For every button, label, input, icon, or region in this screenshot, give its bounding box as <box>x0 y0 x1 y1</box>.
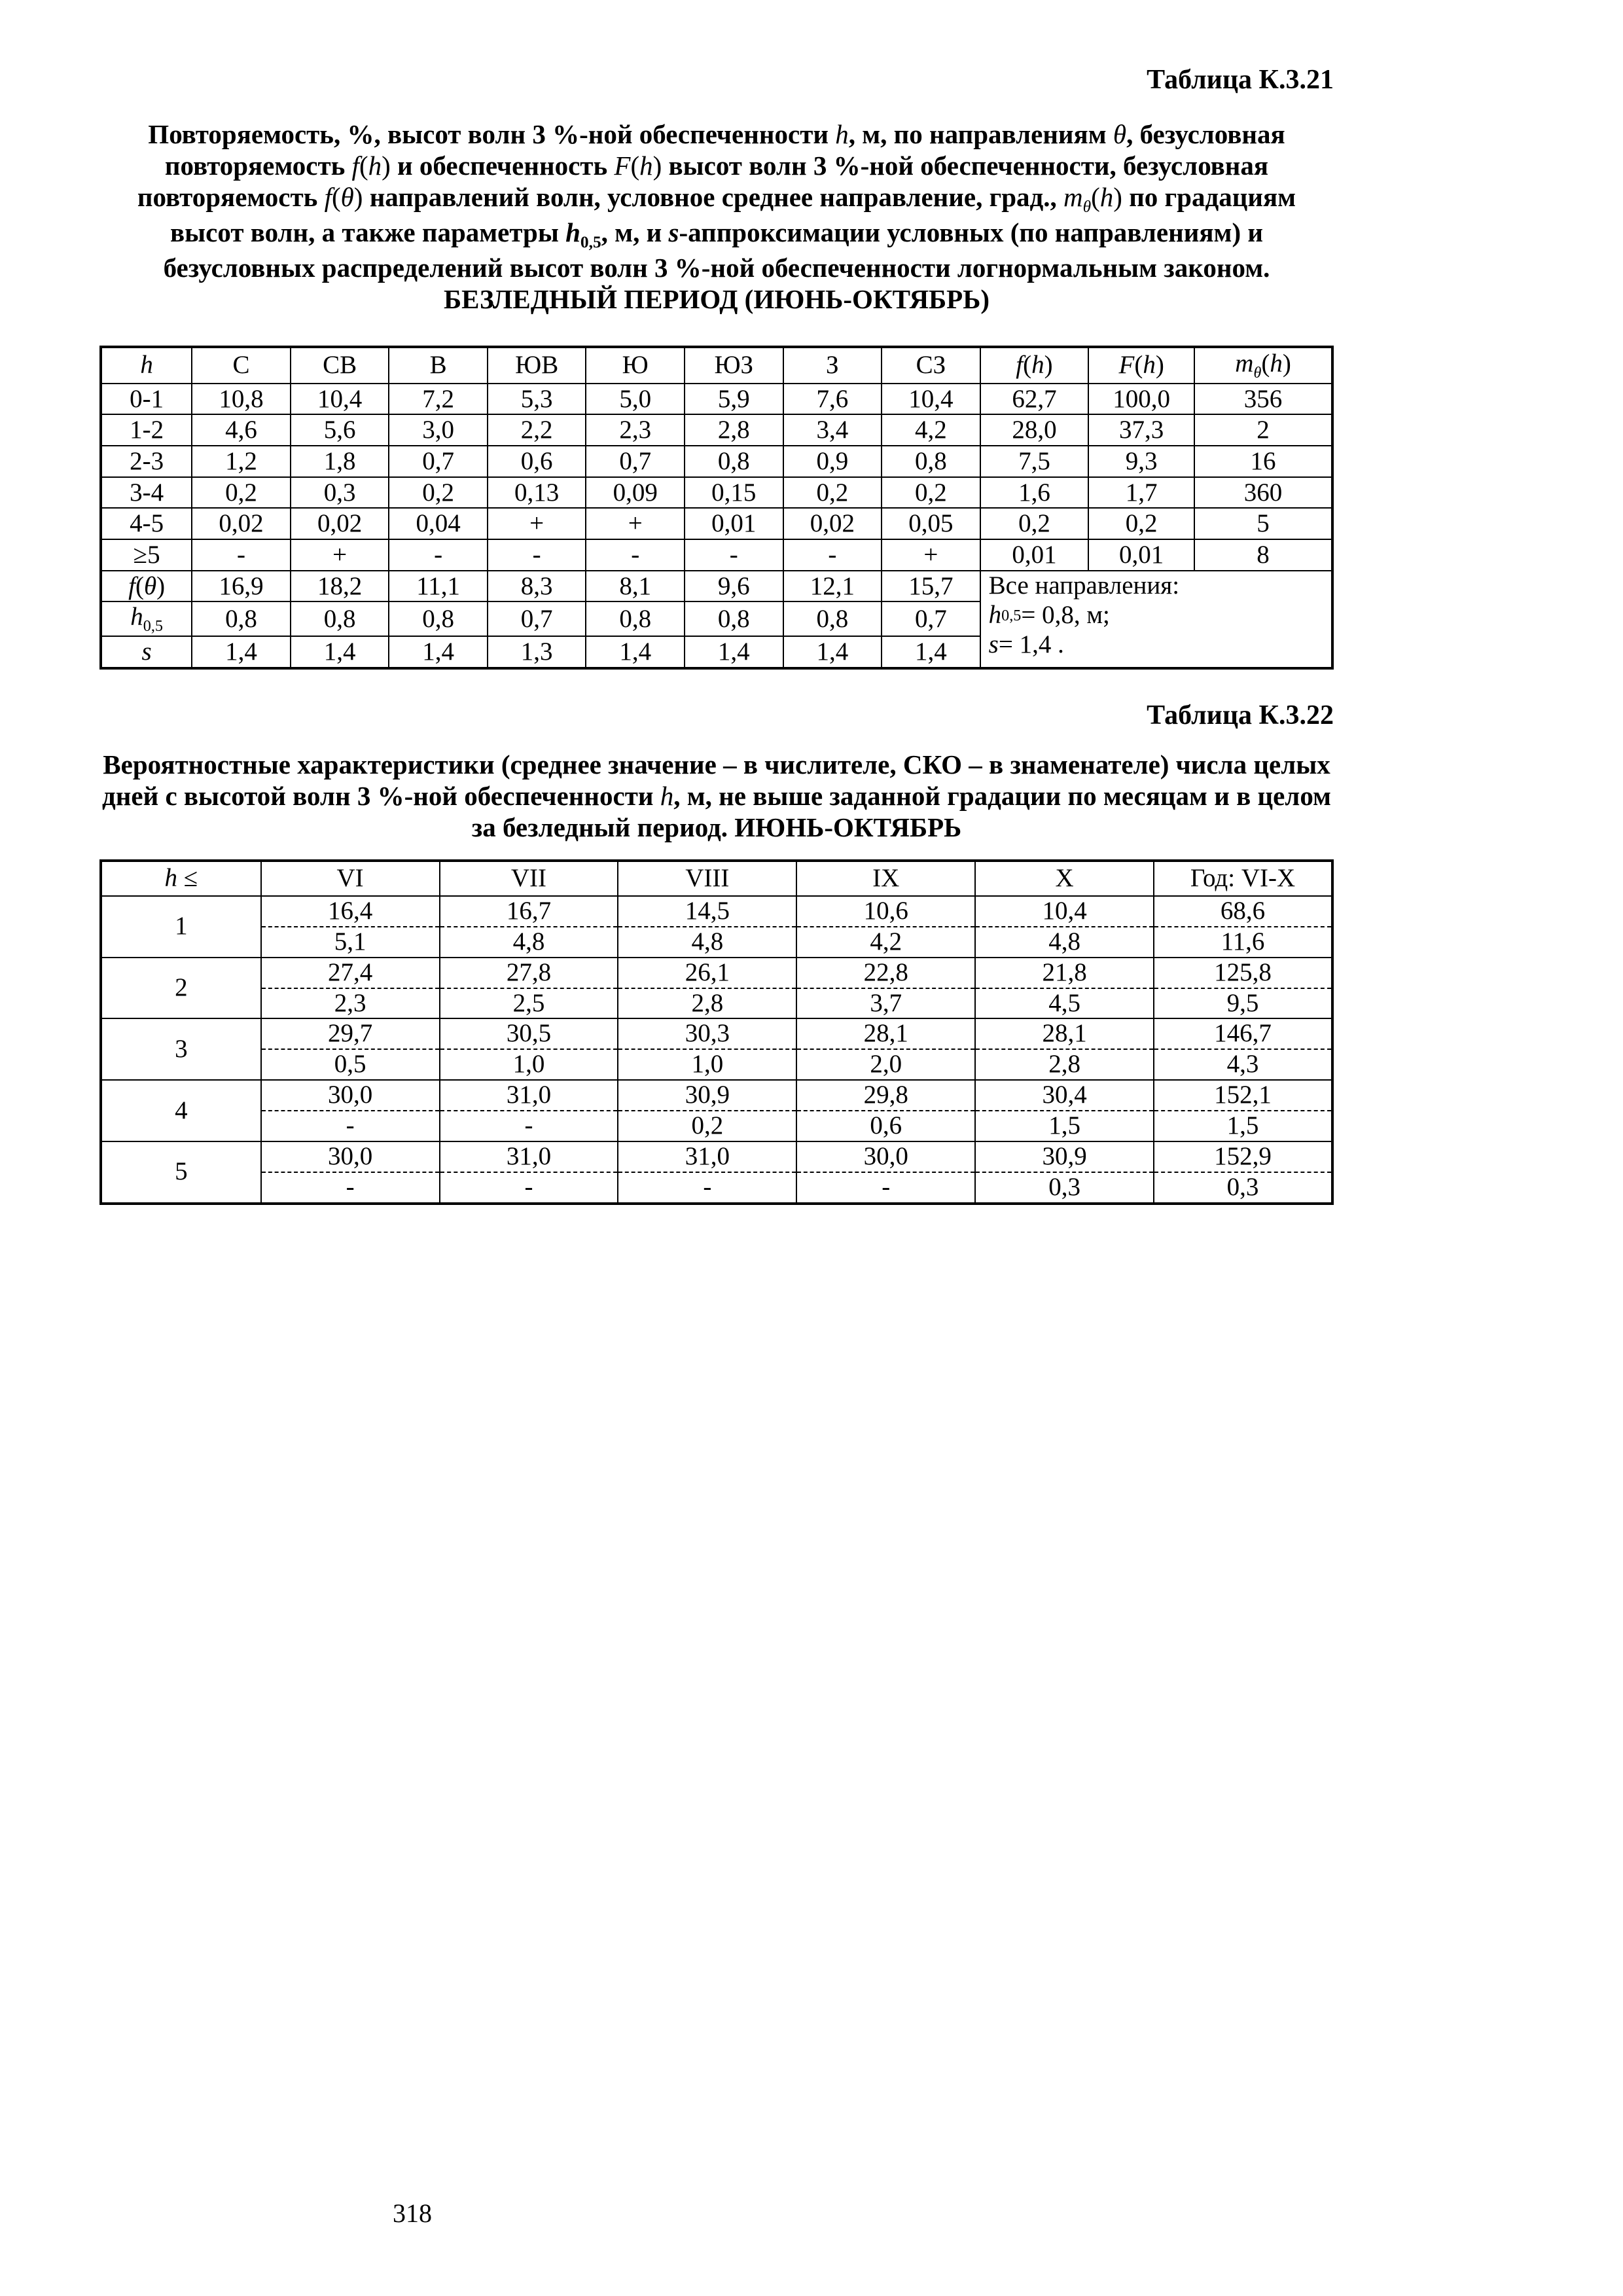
table-cell: 0,8 <box>783 601 882 636</box>
table-cell: 2,8 <box>685 414 783 446</box>
mean-value: 68,6 <box>1154 896 1332 927</box>
table-cell: 1,4 <box>882 636 980 668</box>
mean-value: 30,0 <box>261 1141 440 1172</box>
sko-value: 9,5 <box>1154 988 1332 1019</box>
text-segment: 2-3 <box>130 447 164 476</box>
text-segment: Год: VI-X <box>1190 863 1296 892</box>
table-cell: 2,2 <box>488 414 586 446</box>
text-segment: h <box>164 863 177 892</box>
table-cell: 8,3 <box>488 571 586 602</box>
row-label <box>101 446 192 477</box>
mean-value: 16,4 <box>261 896 440 927</box>
table-cell: 0,8 <box>685 446 783 477</box>
note-line <box>989 601 1323 630</box>
column-header <box>440 861 618 896</box>
table-row <box>101 384 1332 415</box>
sko-value: 4,8 <box>975 927 1154 958</box>
text-segment: ( <box>1261 349 1270 378</box>
sko-value: 1,5 <box>1154 1111 1332 1141</box>
text-segment: направлений волн, условное среднее направление, град., <box>363 181 1064 212</box>
column-header <box>1088 347 1194 384</box>
text-segment: 0,5 <box>1001 606 1022 624</box>
table2-body <box>101 861 1332 1204</box>
table-cell: 0,09 <box>586 477 685 509</box>
sko-value: - <box>261 1111 440 1141</box>
note-cell <box>980 571 1332 668</box>
table-cell: 7,2 <box>389 384 488 415</box>
row-label <box>101 539 192 571</box>
text-segment: 4-5 <box>130 509 164 538</box>
mean-value: 22,8 <box>796 958 975 988</box>
table-cell: 1,4 <box>685 636 783 668</box>
table-cell: 16,9 <box>192 571 291 602</box>
column-header <box>882 347 980 384</box>
text-segment: и обеспеченность <box>390 150 615 181</box>
sko-value: 2,3 <box>261 988 440 1019</box>
table-cell: 0,7 <box>389 446 488 477</box>
sko-value: 4,8 <box>440 927 618 958</box>
text-segment: ( <box>135 571 144 600</box>
table-cell: + <box>291 539 389 571</box>
table-cell: 7,5 <box>980 446 1089 477</box>
table-cell: 0,2 <box>1088 508 1194 539</box>
table-row <box>101 988 1332 1019</box>
table-cell: 0,7 <box>488 601 586 636</box>
table-row <box>101 1018 1332 1049</box>
text-segment: 0-1 <box>130 384 164 413</box>
table-cell: 1,8 <box>291 446 389 477</box>
sko-value: - <box>440 1172 618 1204</box>
text-segment: h <box>140 351 153 380</box>
column-header <box>389 347 488 384</box>
table-cell: 0,2 <box>783 477 882 509</box>
table-cell: - <box>586 539 685 571</box>
sko-value: 0,3 <box>1154 1172 1332 1204</box>
table-cell: 0,7 <box>586 446 685 477</box>
header-row <box>101 347 1332 384</box>
table-cell: 0,01 <box>685 508 783 539</box>
table-cell: 1,4 <box>291 636 389 668</box>
mean-value: 30,9 <box>618 1080 796 1111</box>
row-label <box>101 477 192 509</box>
text-segment: , м, по направлениям <box>848 119 1113 149</box>
sko-value: 11,6 <box>1154 927 1332 958</box>
text-segment: ≥5 <box>133 541 160 569</box>
table1-caption: Таблица К.3.21 <box>1147 65 1334 95</box>
column-header <box>685 347 783 384</box>
table-cell: 0,02 <box>192 508 291 539</box>
table-cell: 3,0 <box>389 414 488 446</box>
column-header <box>975 861 1154 896</box>
table-cell: 1,2 <box>192 446 291 477</box>
mean-value: 125,8 <box>1154 958 1332 988</box>
table-row <box>101 571 1332 602</box>
table-row <box>101 1049 1332 1080</box>
table-cell: 0,9 <box>783 446 882 477</box>
row-label <box>101 571 192 602</box>
text-segment: -аппроксимации условных (по направлениям) и безусловных распределений высот волн 3 %-ной обеспеченности логнормальным законом. БЕЗЛЕДНЫЙ ПЕРИОД (ИЮНЬ-ОКТЯБРЬ) <box>163 217 1270 314</box>
text-segment: З <box>826 351 839 380</box>
text-segment: ) <box>1282 349 1291 378</box>
table-cell: 0,2 <box>980 508 1089 539</box>
text-segment: h <box>1099 181 1114 212</box>
mean-value: 30,0 <box>796 1141 975 1172</box>
row-label <box>101 601 192 636</box>
note-line <box>989 630 1323 660</box>
column-header <box>783 347 882 384</box>
table-cell: 0,2 <box>389 477 488 509</box>
text-segment: ≤ <box>177 863 198 892</box>
table-cell: 5 <box>1194 508 1332 539</box>
table-row <box>101 1141 1332 1172</box>
sko-value: 1,0 <box>618 1049 796 1080</box>
text-segment: по градациям высот волн, а также параметры <box>170 181 1296 247</box>
text-segment: θ <box>340 181 354 212</box>
table-cell: 0,7 <box>882 601 980 636</box>
text-segment: = 1,4 . <box>998 630 1064 659</box>
table-cell: 3,4 <box>783 414 882 446</box>
table-cell: 2 <box>1194 414 1332 446</box>
note-line <box>989 571 1323 601</box>
text-segment: θ <box>1113 119 1127 149</box>
text-segment: Ю <box>622 351 649 380</box>
text-segment: ) <box>382 150 391 181</box>
table-row <box>101 477 1332 509</box>
text-segment: В <box>429 351 447 380</box>
mean-value: 29,7 <box>261 1018 440 1049</box>
text-segment: высот волн 3 %-ной обеспеченности, безусловная повторяемость <box>137 150 1269 212</box>
table-cell: 100,0 <box>1088 384 1194 415</box>
text-segment: h <box>1031 351 1044 380</box>
mean-value: 30,0 <box>261 1080 440 1111</box>
text-segment: ) <box>1113 181 1122 212</box>
table-cell: - <box>783 539 882 571</box>
table-row <box>101 508 1332 539</box>
sko-value: - <box>440 1111 618 1141</box>
table-cell: 9,6 <box>685 571 783 602</box>
column-header <box>261 861 440 896</box>
text-segment: = 0,8, м; <box>1021 601 1110 630</box>
text-segment: h <box>368 150 382 181</box>
text-segment: VIII <box>685 863 730 892</box>
table-cell: 12,1 <box>783 571 882 602</box>
column-header <box>586 347 685 384</box>
text-segment: СЗ <box>916 351 946 380</box>
text-segment: СВ <box>323 351 357 380</box>
text-segment: Вероятностные характеристики (среднее значение – в числителе, СКО – в знаменателе) числа целых дней с высотой волн 3 %-ной обеспеченности <box>102 749 1330 811</box>
table-row <box>101 896 1332 927</box>
sko-value: 0,3 <box>975 1172 1154 1204</box>
sko-value: 0,6 <box>796 1111 975 1141</box>
table-cell: 16 <box>1194 446 1332 477</box>
text-segment: ) <box>1155 351 1164 380</box>
mean-value: 30,4 <box>975 1080 1154 1111</box>
table-cell: 0,8 <box>389 601 488 636</box>
table-cell: 8 <box>1194 539 1332 571</box>
sko-value: - <box>618 1172 796 1204</box>
mean-value: 14,5 <box>618 896 796 927</box>
table-cell: + <box>882 539 980 571</box>
text-segment: , м, не выше заданной градации по месяцам и в целом за безледный период. ИЮНЬ-ОКТЯБРЬ <box>471 780 1331 842</box>
table-cell: 1,4 <box>192 636 291 668</box>
table-cell: 0,8 <box>192 601 291 636</box>
text-segment: h <box>988 601 1002 630</box>
text-segment: f <box>351 150 359 181</box>
text-segment: F <box>1118 351 1135 380</box>
mean-value: 29,8 <box>796 1080 975 1111</box>
table-cell: 28,0 <box>980 414 1089 446</box>
text-segment: f <box>1016 351 1024 380</box>
table-cell: 0,05 <box>882 508 980 539</box>
table-cell: - <box>192 539 291 571</box>
text-segment: 3-4 <box>130 478 164 507</box>
table-cell: 0,8 <box>685 601 783 636</box>
table-cell: 0,02 <box>783 508 882 539</box>
text-segment: ЮЗ <box>714 351 754 380</box>
text-segment: ) <box>156 571 166 600</box>
table-cell: 4,2 <box>882 414 980 446</box>
column-header <box>101 861 261 896</box>
table-row <box>101 958 1332 988</box>
table-cell: 2,3 <box>586 414 685 446</box>
table-cell: 0,15 <box>685 477 783 509</box>
sko-value: - <box>796 1172 975 1204</box>
wave-height-frequency-table <box>99 346 1334 670</box>
table-cell: 0,8 <box>291 601 389 636</box>
column-header <box>101 347 192 384</box>
table-cell: 1,4 <box>389 636 488 668</box>
header-row <box>101 861 1332 896</box>
sko-value: 0,2 <box>618 1111 796 1141</box>
table-cell: 1,4 <box>783 636 882 668</box>
column-header <box>192 347 291 384</box>
table-cell: 10,4 <box>291 384 389 415</box>
mean-value: 31,0 <box>618 1141 796 1172</box>
table-cell: 11,1 <box>389 571 488 602</box>
table-cell: 0,8 <box>586 601 685 636</box>
mean-value: 30,9 <box>975 1141 1154 1172</box>
table-cell: 5,6 <box>291 414 389 446</box>
mean-value: 146,7 <box>1154 1018 1332 1049</box>
text-segment: h <box>1143 351 1156 380</box>
mean-value: 152,9 <box>1154 1141 1332 1172</box>
table-cell: 0,3 <box>291 477 389 509</box>
text-segment: f <box>324 181 332 212</box>
table-cell: 1,3 <box>488 636 586 668</box>
text-segment: ( <box>331 181 341 212</box>
text-segment: IX <box>872 863 900 892</box>
mean-value: 30,5 <box>440 1018 618 1049</box>
table-row <box>101 414 1332 446</box>
table-cell: 10,4 <box>882 384 980 415</box>
text-segment: ) <box>652 150 662 181</box>
text-segment: С <box>232 351 250 380</box>
row-label: 3 <box>101 1018 261 1080</box>
column-header <box>980 347 1089 384</box>
table-cell: 8,1 <box>586 571 685 602</box>
text-segment: , м, и <box>601 217 669 247</box>
table-row <box>101 927 1332 958</box>
text-segment: s <box>141 637 152 666</box>
sko-value: 2,0 <box>796 1049 975 1080</box>
table-row <box>101 1111 1332 1141</box>
text-segment: ( <box>359 150 368 181</box>
text-segment: ( <box>630 150 640 181</box>
table2-title <box>99 749 1334 844</box>
text-segment: 1-2 <box>130 416 164 444</box>
whole-days-statistics-table <box>99 859 1334 1205</box>
table-cell: 0,02 <box>291 508 389 539</box>
mean-value: 152,1 <box>1154 1080 1332 1111</box>
sko-value: 2,8 <box>975 1049 1154 1080</box>
text-segment: Все направления: <box>988 571 1180 600</box>
sko-value: - <box>261 1172 440 1204</box>
table-cell: 1,6 <box>980 477 1089 509</box>
sko-value: 4,8 <box>618 927 796 958</box>
mean-value: 31,0 <box>440 1080 618 1111</box>
table-cell: 10,8 <box>192 384 291 415</box>
table1-body <box>101 347 1332 668</box>
text-segment: h <box>565 217 580 247</box>
table-cell: 0,13 <box>488 477 586 509</box>
table2-caption: Таблица К.3.22 <box>1147 700 1334 730</box>
text-segment: ( <box>1091 181 1100 212</box>
text-segment: h <box>639 150 653 181</box>
page-content <box>99 64 1334 1205</box>
table-cell: + <box>586 508 685 539</box>
table-cell: + <box>488 508 586 539</box>
text-segment: h <box>835 119 849 149</box>
table-cell: 0,2 <box>192 477 291 509</box>
table-cell: 0,8 <box>882 446 980 477</box>
text-segment: θ <box>1253 363 1262 382</box>
text-segment: ) <box>353 181 363 212</box>
table-cell: 18,2 <box>291 571 389 602</box>
column-header <box>1194 347 1332 384</box>
row-label: 5 <box>101 1141 261 1204</box>
sko-value: 2,5 <box>440 988 618 1019</box>
text-segment: f <box>128 571 135 600</box>
text-segment: m <box>1063 181 1083 212</box>
sko-value: 1,0 <box>440 1049 618 1080</box>
sko-value: 5,1 <box>261 927 440 958</box>
text-segment: ) <box>1044 351 1053 380</box>
table-row <box>101 446 1332 477</box>
row-label <box>101 636 192 668</box>
text-segment: F <box>614 150 631 181</box>
table-cell: 1,7 <box>1088 477 1194 509</box>
row-label: 2 <box>101 958 261 1019</box>
text-segment: h <box>1270 349 1283 378</box>
text-segment: Повторяемость, %, высот волн 3 %-ной обеспеченности <box>148 119 836 149</box>
table-cell: 5,0 <box>586 384 685 415</box>
row-label <box>101 384 192 415</box>
column-header <box>488 347 586 384</box>
text-segment: 0,5 <box>143 617 163 636</box>
table-cell: 5,3 <box>488 384 586 415</box>
table1-title <box>99 119 1334 315</box>
text-segment: s <box>988 630 999 659</box>
row-label: 4 <box>101 1080 261 1141</box>
text-segment: VII <box>510 863 547 892</box>
table-cell: 0,04 <box>389 508 488 539</box>
table-cell: 62,7 <box>980 384 1089 415</box>
sko-value: 4,5 <box>975 988 1154 1019</box>
text-segment: , безусловная повторяемость <box>164 119 1285 181</box>
table-cell: 0,01 <box>1088 539 1194 571</box>
table-cell: 9,3 <box>1088 446 1194 477</box>
mean-value: 27,4 <box>261 958 440 988</box>
table-cell: 7,6 <box>783 384 882 415</box>
mean-value: 21,8 <box>975 958 1154 988</box>
text-segment: ЮВ <box>515 351 559 380</box>
mean-value: 10,4 <box>975 896 1154 927</box>
column-header <box>618 861 796 896</box>
column-header <box>1154 861 1332 896</box>
table-cell: 0,01 <box>980 539 1089 571</box>
mean-value: 10,6 <box>796 896 975 927</box>
sko-value: 3,7 <box>796 988 975 1019</box>
table-cell: 4,6 <box>192 414 291 446</box>
sko-value: 4,2 <box>796 927 975 958</box>
sko-value: 2,8 <box>618 988 796 1019</box>
page-number: 318 <box>393 2198 432 2228</box>
text-segment: ( <box>1134 351 1143 380</box>
table-row <box>101 539 1332 571</box>
sko-value: 4,3 <box>1154 1049 1332 1080</box>
sko-value: 0,5 <box>261 1049 440 1080</box>
table-cell: 5,9 <box>685 384 783 415</box>
text-segment: θ <box>1082 198 1092 217</box>
row-label: 1 <box>101 896 261 958</box>
table-row <box>101 1172 1332 1204</box>
column-header <box>291 347 389 384</box>
sko-value: 1,5 <box>975 1111 1154 1141</box>
table-cell: - <box>488 539 586 571</box>
table-cell: 0,2 <box>882 477 980 509</box>
table-cell: 37,3 <box>1088 414 1194 446</box>
text-segment: ( <box>1023 351 1032 380</box>
mean-value: 16,7 <box>440 896 618 927</box>
table-cell: 15,7 <box>882 571 980 602</box>
row-label <box>101 414 192 446</box>
text-segment: X <box>1055 863 1074 892</box>
table-cell: - <box>389 539 488 571</box>
text-segment: s <box>668 217 679 247</box>
table-cell: 360 <box>1194 477 1332 509</box>
text-segment: h <box>130 603 143 632</box>
text-segment: θ <box>143 571 157 600</box>
text-segment: h <box>660 780 674 811</box>
column-header <box>796 861 975 896</box>
text-segment: m <box>1235 349 1254 378</box>
mean-value: 27,8 <box>440 958 618 988</box>
mean-value: 31,0 <box>440 1141 618 1172</box>
mean-value: 30,3 <box>618 1018 796 1049</box>
mean-value: 28,1 <box>796 1018 975 1049</box>
table-row <box>101 1080 1332 1111</box>
table-cell: 356 <box>1194 384 1332 415</box>
row-label <box>101 508 192 539</box>
mean-value: 28,1 <box>975 1018 1154 1049</box>
table-cell: 1,4 <box>586 636 685 668</box>
table-cell: 0,6 <box>488 446 586 477</box>
mean-value: 26,1 <box>618 958 796 988</box>
table-cell: - <box>685 539 783 571</box>
text-segment: VI <box>336 863 364 892</box>
text-segment: 0,5 <box>580 233 601 252</box>
